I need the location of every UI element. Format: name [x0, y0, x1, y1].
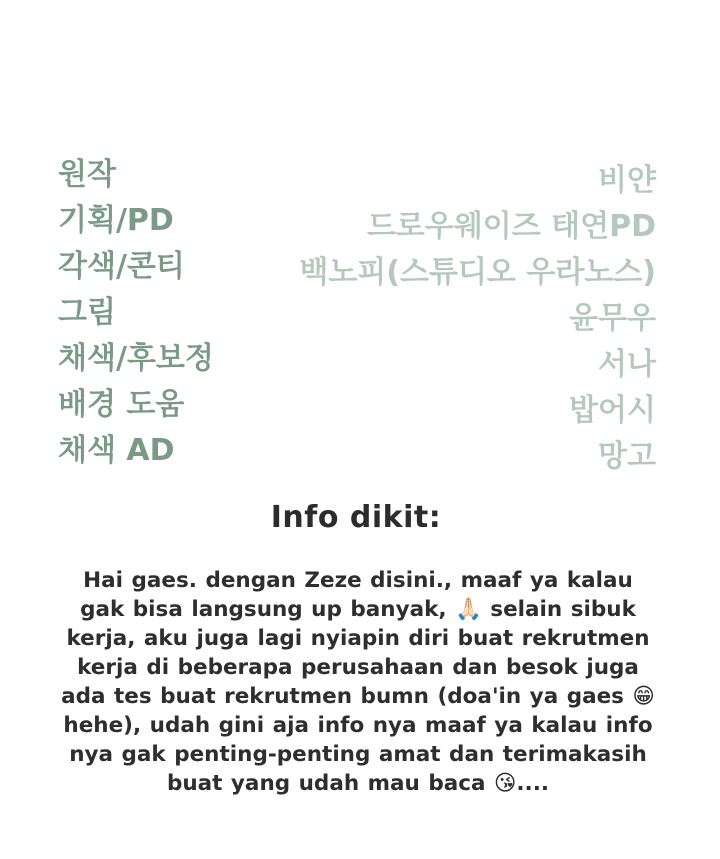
credit-name: 백노피(스튜디오 우라노스)	[299, 255, 656, 290]
credit-row-coloring	[0, 336, 720, 382]
info-title: Info dikit:	[270, 500, 442, 535]
credit-row-art	[0, 290, 720, 336]
credit-row-background	[0, 382, 720, 428]
credit-name: 드로우웨이즈 태연PD	[366, 209, 656, 244]
credit-role: 채색 AD	[58, 433, 175, 468]
credit-row-adaptation	[0, 244, 720, 290]
credit-row-color-ad	[0, 428, 720, 474]
credits-list	[0, 152, 720, 474]
credit-role: 채색/후보정	[58, 341, 214, 376]
credit-row-planning	[0, 198, 720, 244]
credit-name: 망고	[598, 439, 656, 474]
credit-name: 밥어시	[569, 393, 656, 428]
credit-role: 원작	[58, 157, 116, 192]
credit-row-original	[0, 152, 720, 198]
credit-role: 배경 도움	[58, 387, 185, 422]
credit-role: 그림	[58, 295, 116, 330]
info-body: Hai gaes. dengan Zeze disini., maaf ya kalau gak bisa langsung up banyak, 🙏🏻 selain sibuk kerja, aku juga lagi nyiapin diri buat rekrutmen kerja di beberapa perusahaan dan besok juga ada tes buat rekrutmen bumn (doa'in ya gaes 😁 hehe), udah gini aja info nya maaf ya kalau info nya gak penting-penting amat dan terimakasih buat yang udah mau baca 😘....	[61, 568, 655, 796]
credit-name: 윤무우	[569, 301, 656, 336]
credit-role: 각색/콘티	[58, 249, 185, 284]
credit-role: 기획/PD	[58, 203, 174, 238]
credit-name: 서나	[598, 347, 656, 382]
credit-name: 비얀	[598, 163, 656, 198]
